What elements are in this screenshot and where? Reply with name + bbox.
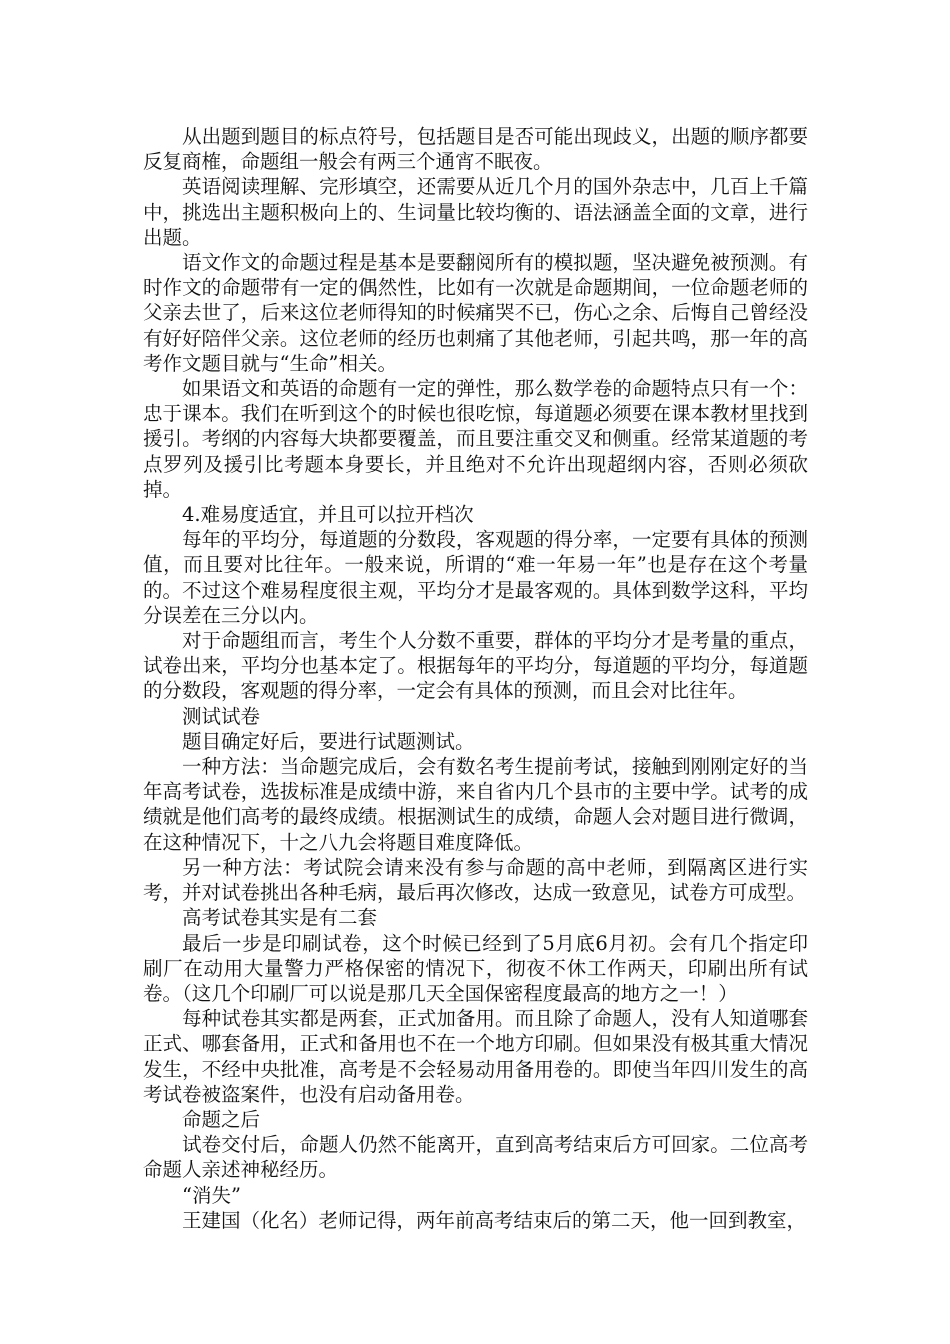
paragraph: 每种试卷其实都是两套，正式加备用。而且除了命题人，没有人知道哪套正式、哪套备用，正式和备用也不在一个地方印刷。但如果没有极其重大情况发生，不经中央批准，高考是不会轻易动用备用卷的。即使当年四川发生的高考试卷被盗案件，也没有启动备用卷。	[143, 1007, 808, 1106]
paragraph: 语文作文的命题过程是基本是要翻阅所有的模拟题，坚决避免被预测。有时作文的命题带有一定的偶然性，比如有一次就是命题期间，一位命题老师的父亲去世了，后来这位老师得知的时候痛哭不已，伤心之余、后悔自己曾经没有好好陪伴父亲。这位老师的经历也刺痛了其他老师，引起共鸣，那一年的高考作文题目就与“生命”相关。	[143, 251, 808, 375]
paragraph: 王建国（化名）老师记得，两年前高考结束后的第二天，他一回到教室，	[182, 1208, 807, 1232]
paragraph: 对于命题组而言，考生个人分数不重要，群体的平均分才是考量的重点，试卷出来，平均分也基本定了。根据每年的平均分，每道题的平均分，每道题的分数段，客观题的得分率，一定会有具体的预测，而且会对比往年。	[143, 629, 808, 703]
paragraph: 英语阅读理解、完形填空，还需要从近几个月的国外杂志中，几百上千篇中，挑选出主题积极向上的、生词量比较均衡的、语法涵盖全面的文章，进行出题。	[143, 175, 808, 249]
document-body	[143, 124, 808, 1233]
paragraph: 题目确定好后，要进行试题测试。	[182, 729, 475, 753]
section-heading: 命题之后	[182, 1107, 261, 1131]
section-heading: 4.难易度适宜，并且可以拉开档次	[182, 503, 474, 527]
paragraph: 从出题到题目的标点符号，包括题目是否可能出现歧义，出题的顺序都要反复商榷，命题组一般会有两三个通宵不眠夜。	[143, 125, 808, 174]
paragraph: 另一种方法：考试院会请来没有参与命题的高中老师，到隔离区进行实考，并对试卷挑出各种毛病，最后再次修改，达成一致意见，试卷方可成型。	[143, 855, 808, 905]
section-heading: 测试试卷	[182, 704, 261, 728]
paragraph: 最后一步是印刷试卷，这个时候已经到了5月底6月初。会有几个指定印刷厂在动用大量警力严格保密的情况下，彻夜不休工作两天，印刷出所有试卷。（这几个印刷厂可以说是那几天全国保密程度最高的地方之一！）	[143, 931, 808, 1005]
paragraph: 如果语文和英语的命题有一定的弹性，那么数学卷的命题特点只有一个：忠于课本。我们在听到这个的时候也很吃惊，每道题必须要在课本教材里找到援引。考纲的内容每大块都要覆盖，而且要注重交叉和侧重。经常某道题的考点罗列及援引比考题本身要长，并且绝对不允许出现超纲内容，否则必须砍掉。	[143, 377, 808, 501]
paragraph: 一种方法：当命题完成后，会有数名考生提前考试，接触到刚刚定好的当年高考试卷，选拔标准是成绩中游，来自省内几个县市的主要中学。试考的成绩就是他们高考的最终成绩。根据测试生的成绩，命题人会对题目进行微调，在这种情况下，十之八九会将题目难度降低。	[143, 755, 808, 854]
paragraph: 每年的平均分，每道题的分数段，客观题的得分率，一定要有具体的预测值，而且要对比往年。一般来说，所谓的“难一年易一年”也是存在这个考量的。不过这个难易程度很主观，平均分才是最客观的。具体到数学这科，平均分误差在三分以内。	[143, 528, 808, 627]
section-heading: “消失”	[182, 1183, 241, 1207]
section-heading: 高考试卷其实是有二套	[182, 906, 378, 930]
paragraph: 试卷交付后，命题人仍然不能离开，直到高考结束后方可回家。二位高考命题人亲述神秘经历。	[143, 1133, 808, 1182]
